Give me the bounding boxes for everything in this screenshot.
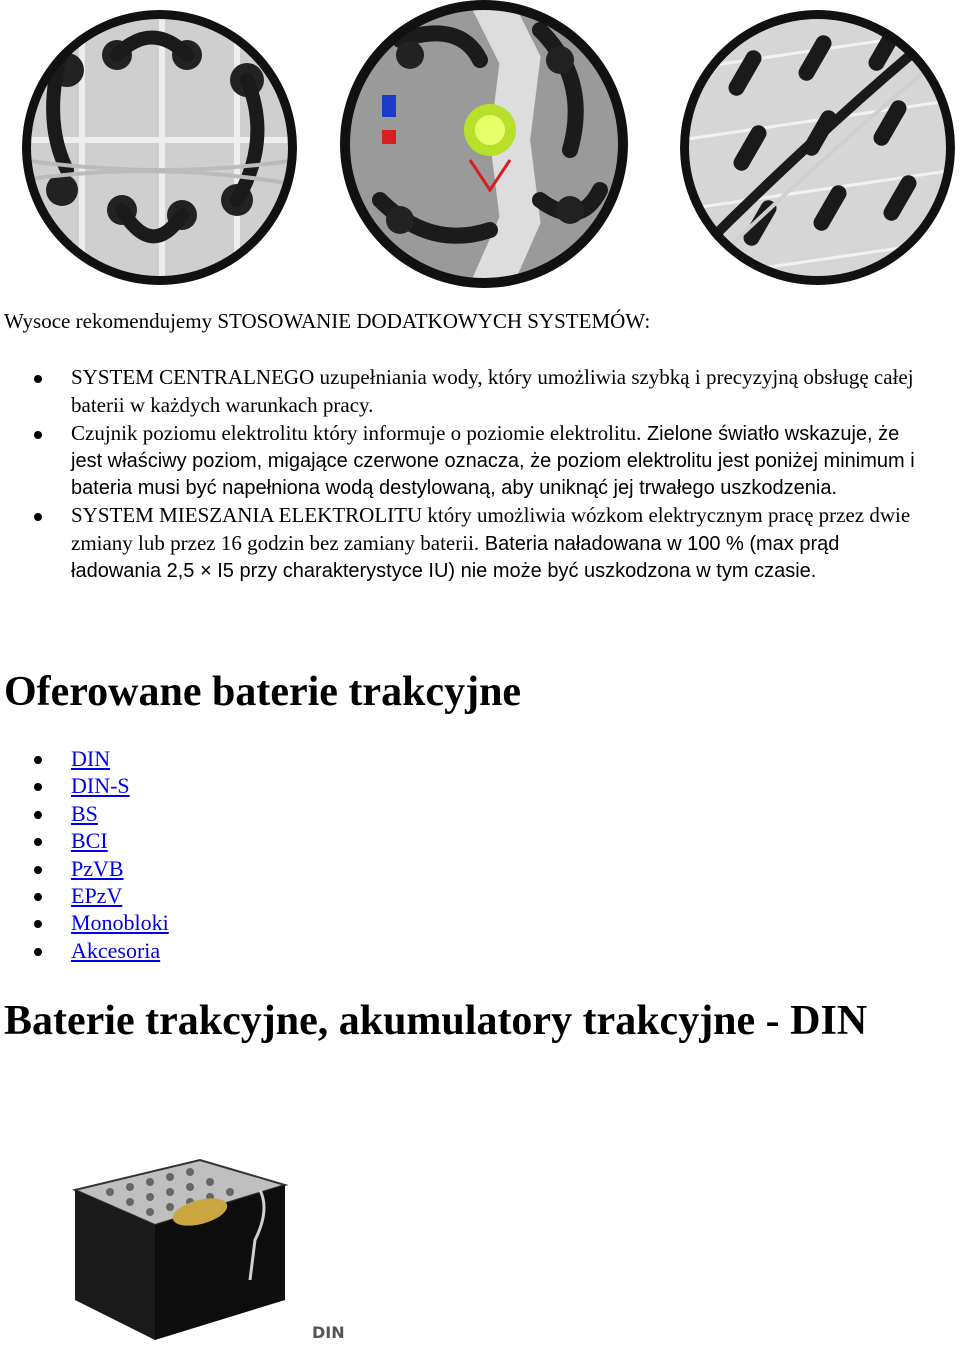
link-akcesoria[interactable]: Akcesoria [71,937,161,963]
link-bs[interactable]: BS [71,800,98,826]
din-battery-photo [70,1150,390,1350]
link-din[interactable]: DIN [71,746,111,771]
list-item [4,937,169,964]
list-item [4,909,169,936]
feature-text: Bateria naładowana w 100 % (max prąd ładowania 2,5 × I5 przy charakterystyce IU) nie może być uszkodzona w tym czasie. [71,533,840,582]
intro-text: Wysoce rekomendujemy STOSOWANIE DODATKOWYCH SYSTEMÓW: [4,309,651,333]
link-bci[interactable]: BCI [71,828,108,854]
list-item [4,364,924,420]
list-item [4,420,924,502]
feature-list [4,364,924,585]
link-monobloki[interactable]: Monobloki [71,910,169,936]
feature-lead: SYSTEM CENTRALNEGO uzupełniania wody, który umożliwia szybką i precyzyjną obsługę całej baterii w każdych warunkach pracy. [71,365,914,417]
feature-text: Zielone światło wskazuje, że jest właściwy poziom, migające czerwone oznacza, że poziom elektrolitu jest poniżej minimum i bateria musi być napełniona wodą destylowaną, aby uniknąć jej trwałego uszkodzenia. [71,423,915,499]
link-epzv[interactable]: EPzV [71,883,123,909]
list-item [4,502,924,585]
battery-connectors-photo [680,10,955,285]
list-item [4,827,169,854]
list-item [4,800,169,827]
feature-lead: SYSTEM MIESZANIA ELEKTROLITU który umożliwia wózkom elektrycznym pracę przez dwie zmiany lub przez 16 godzin bez zamiany baterii. [71,503,911,555]
list-item [4,855,169,882]
list-item [4,882,169,909]
electrolyte-sensor-photo [340,0,628,288]
battery-type-links [4,745,169,964]
list-item [4,772,169,799]
product-label: DIN [312,1323,345,1342]
list-item [4,745,169,772]
din-heading: Baterie trakcyjne, akumulatory trakcyjne - DIN [4,998,868,1044]
link-din-s[interactable]: DIN-S [71,773,130,799]
offered-heading: Oferowane baterie trakcyjne [4,669,522,715]
feature-lead: Czujnik poziomu elektrolitu który informuje o poziomie elektrolitu. [71,421,642,445]
battery-top-tubes-photo [22,10,297,285]
photo-strip [0,0,960,300]
link-pzvb[interactable]: PzVB [71,855,124,881]
